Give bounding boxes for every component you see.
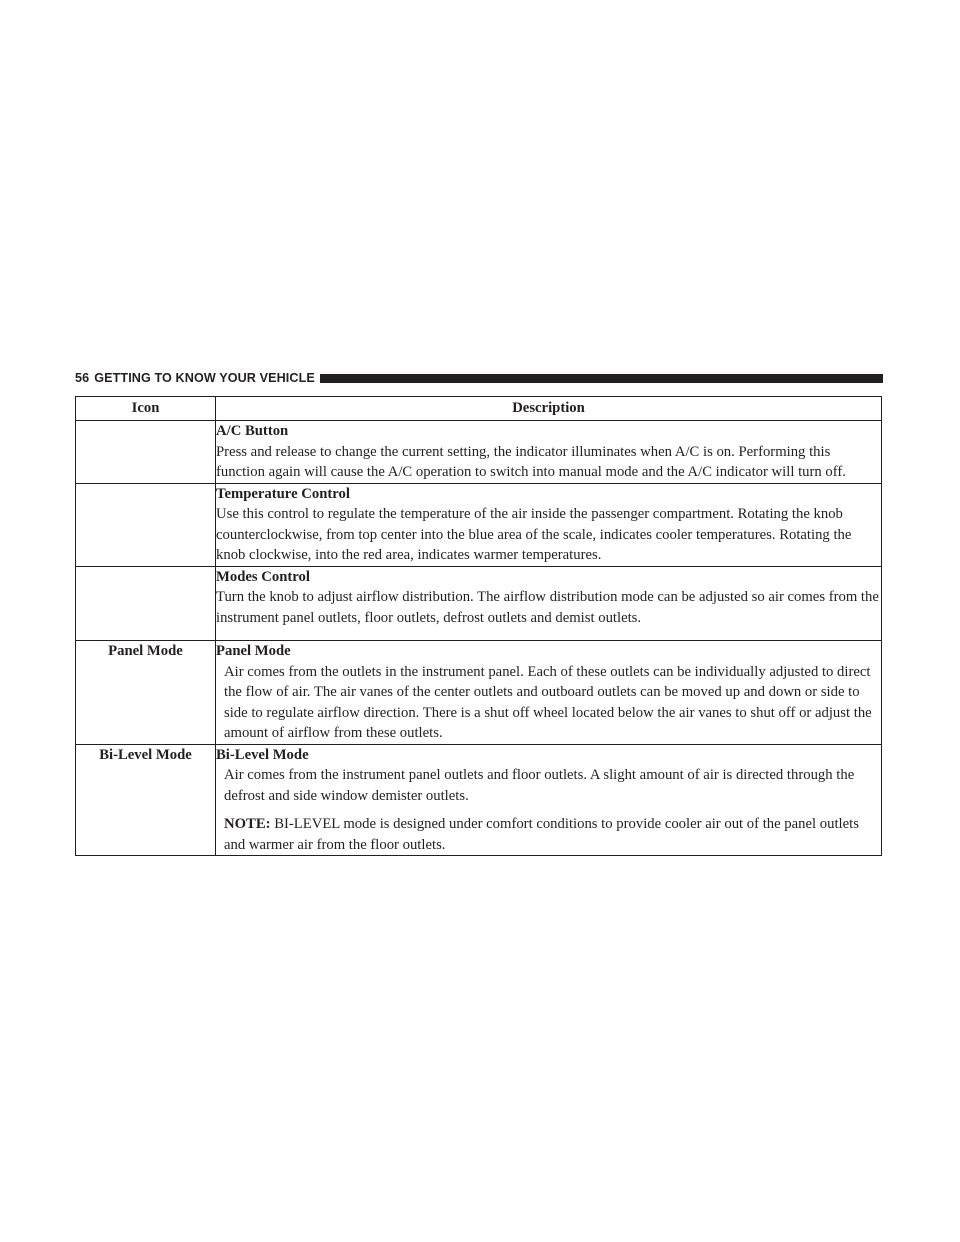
page-header	[75, 370, 883, 386]
description-cell	[216, 744, 882, 856]
section-title: GETTING TO KNOW YOUR VEHICLE	[94, 371, 315, 385]
table-header-row	[76, 397, 882, 421]
row-title: Modes Control	[216, 568, 310, 585]
note-label: NOTE:	[224, 816, 271, 832]
description-cell	[216, 566, 882, 641]
table-row-panel-mode	[76, 641, 882, 745]
note-text: BI-LEVEL mode is designed under comfort conditions to provide cooler air out of the panel outlets and warmer air from the floor outlets.	[224, 816, 859, 853]
row-title: Panel Mode	[216, 643, 291, 659]
row-title: Bi-Level Mode	[216, 746, 309, 763]
row-body: Press and release to change the current setting, the indicator illuminates when A/C is on. Performing this function again will cause the A/C operation to switch into manual mode and the A/C indicator will turn off.	[216, 443, 846, 480]
icon-cell	[76, 421, 216, 484]
row-body: Air comes from the instrument panel outlets and floor outlets. A slight amount of air is directed through the defrost and side window demister outlets.	[224, 767, 855, 804]
column-header-description: Description	[216, 397, 882, 421]
description-cell	[216, 641, 882, 745]
note-paragraph	[216, 814, 881, 855]
row-body: Use this control to regulate the temperature of the air inside the passenger compartment. Rotating the knob counterclockwise, from top center into the blue area of the scale, indicates cooler temperatures. Rotating the knob clockwise, into the red area, indicates warmer temperatures.	[216, 506, 852, 563]
column-header-icon: Icon	[76, 397, 216, 421]
row-title: A/C Button	[216, 423, 289, 439]
table-row-bi-level-mode	[76, 744, 882, 856]
table-row-temperature-control	[76, 483, 882, 566]
table-row-modes-control	[76, 566, 882, 641]
icon-cell: Panel Mode	[76, 641, 216, 745]
header-rule	[320, 374, 883, 383]
icon-cell	[76, 483, 216, 566]
row-title: Temperature Control	[216, 485, 350, 502]
controls-table	[75, 396, 882, 856]
icon-cell	[76, 566, 216, 641]
description-cell	[216, 483, 882, 566]
table-row-ac-button	[76, 421, 882, 484]
description-cell	[216, 421, 882, 484]
row-body: Turn the knob to adjust airflow distribution. The airflow distribution mode can be adjusted so air comes from the instrument panel outlets, floor outlets, defrost outlets and demist outlets.	[216, 589, 879, 626]
page-number: 56	[75, 371, 90, 385]
icon-cell: Bi-Level Mode	[76, 744, 216, 856]
row-body: Air comes from the outlets in the instrument panel. Each of these outlets can be individually adjusted to direct the flow of air. The air vanes of the center outlets and outboard outlets can be moved up and down or side to side to regulate airflow direction. There is a shut off wheel located below the air vanes to shut off or adjust the amount of airflow from these outlets.	[224, 663, 872, 741]
